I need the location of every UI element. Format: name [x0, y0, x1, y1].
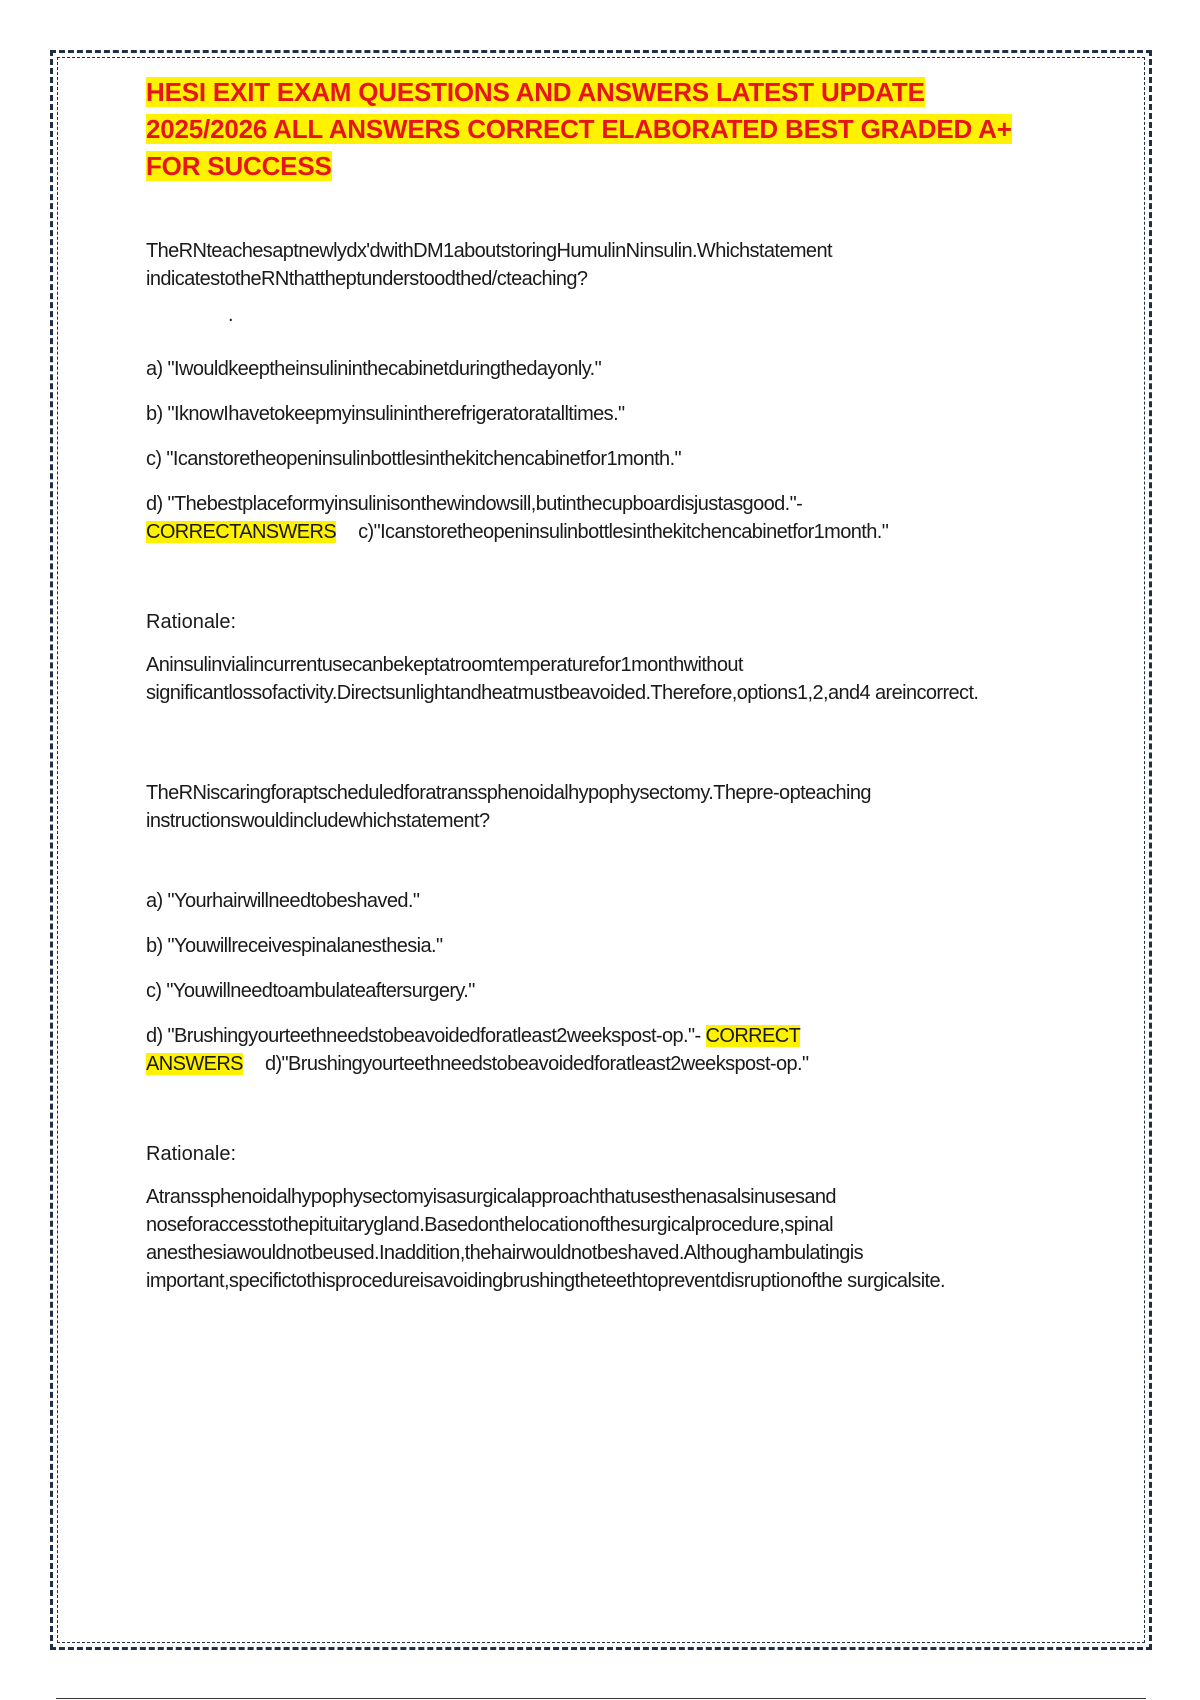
- option-c: c) "Icanstoretheopeninsulinbottlesinthekitchencabinetfor1month.": [146, 448, 682, 470]
- correct-label-part-1: CORRECT: [705, 1025, 801, 1047]
- option-d-with-answer: [146, 1022, 1046, 1078]
- footer-rule: [56, 1698, 1146, 1699]
- correct-label-part-2: ANSWERS: [146, 1053, 243, 1075]
- title-line: 2025/2026 ALL ANSWERS CORRECT ELABORATED BEST GRADED A+: [146, 114, 1012, 144]
- option-d-with-answer: [146, 490, 1046, 546]
- title-line: FOR SUCCESS: [146, 151, 332, 181]
- rationale-text: Atranssphenoidalhypophysectomyisasurgicalapproachthatusesthenasalsinusesand noseforaccesstothepituitarygland.Basedonthelocationofthesurgicalprocedure,spinal anesthesiawouldnotbeused.Inaddition,thehairwouldnotbeshaved.Althoughambulatingis important,specifictothisprocedureisavoidingbrushingtheteethtopreventdisruptionofthe surgicalsite.: [146, 1186, 945, 1292]
- question-1: [146, 237, 1046, 707]
- option-d: d) "Thebestplaceformyinsulinisonthewindowsill,butinthecupboardisjustasgood."-: [146, 493, 803, 515]
- question-stem: TheRNteachesaptnewlydx'dwithDM1aboutstoringHumulinNinsulin.Whichstatement indicatestotheRNthattheptunderstoodthed/cteaching?: [146, 240, 832, 290]
- question-stem: TheRNiscaringforaptscheduledforatranssphenoidalhypophysectomy.Thepre-opteaching instructionswouldincludewhichstatement?: [146, 782, 871, 832]
- question-2: [146, 779, 1046, 1295]
- correct-answers-label: CORRECTANSWERS: [146, 521, 337, 543]
- correct-answer-text: c)"Icanstoretheopeninsulinbottlesinthekitchencabinetfor1month.": [358, 521, 889, 543]
- rationale-text: Aninsulinvialincurrentusecanbekeptatroomtemperaturefor1monthwithout significantlossofactivity.Directsunlightandheatmustbeavoided.Therefore,options1,2,and4 areincorrect.: [146, 654, 979, 704]
- option-a: a) "Yourhairwillneedtobeshaved.": [146, 890, 420, 912]
- stray-dot: .: [228, 304, 234, 326]
- correct-answer-text: d)"Brushingyourteethneedstobeavoidedforatleast2weekspost-op.": [264, 1053, 809, 1075]
- option-a: a) "Iwouldkeeptheinsulininthecabinetduringthedayonly.": [146, 358, 602, 380]
- rationale-label: Rationale:: [146, 1143, 237, 1165]
- document-content: [146, 74, 1046, 1295]
- option-b: b) "IknowIhavetokeepmyinsulinintherefrigeratoratalltimes.": [146, 403, 625, 425]
- option-c: c) "Youwillneedtoambulateaftersurgery.": [146, 980, 475, 1002]
- document-title: [146, 74, 1046, 185]
- rationale-label: Rationale:: [146, 611, 237, 633]
- title-line: HESI EXIT EXAM QUESTIONS AND ANSWERS LATEST UPDATE: [146, 77, 925, 107]
- option-d: d) "Brushingyourteethneedstobeavoidedforatleast2weekspost-op."-: [146, 1025, 701, 1047]
- option-b: b) "Youwillreceivespinalanesthesia.": [146, 935, 443, 957]
